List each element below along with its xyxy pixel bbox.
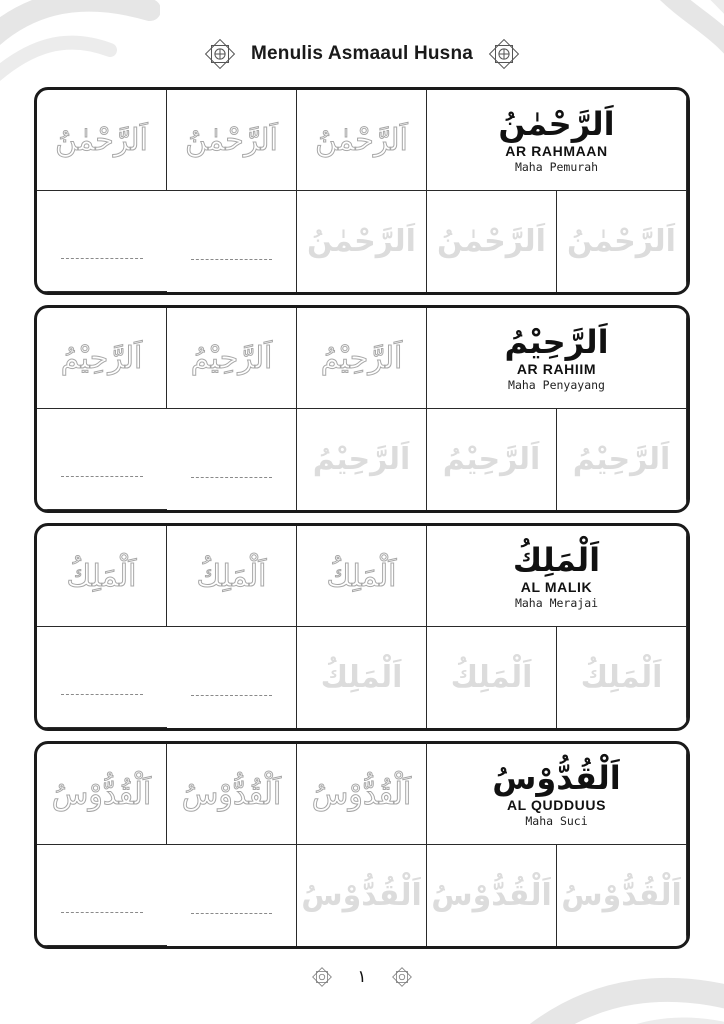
trace-text: اَلرَّحِيْمُ (320, 340, 403, 376)
flower-ornament-icon (203, 37, 237, 71)
faded-name-cell[interactable] (427, 409, 557, 510)
faded-text: اَلْقُدُّوْسُ (301, 878, 422, 913)
name-display-cell (427, 526, 687, 627)
faded-text: اَلْمَلِكُ (320, 660, 403, 695)
faded-text: اَلرَّحِيْمُ (572, 442, 671, 477)
faded-text: اَلرَّحِيْمُ (312, 442, 411, 477)
blank-writing-cell[interactable] (167, 409, 297, 510)
page-title: Menulis Asmaaul Husna (250, 43, 474, 64)
trace-text: اَلْقُدُّوْسُ (311, 776, 412, 812)
latin-name: AL MALIK (520, 579, 593, 596)
faded-name-cell[interactable] (427, 845, 557, 946)
trace-cell[interactable] (297, 526, 427, 627)
faded-text: اَلْقُدُّوْسُ (561, 878, 682, 913)
trace-text: اَلرَّحِيْمُ (190, 340, 273, 376)
flower-ornament-icon (311, 966, 333, 988)
trace-cell[interactable] (37, 526, 167, 627)
writing-line (191, 259, 272, 260)
flower-ornament-icon (487, 37, 521, 71)
trace-cell[interactable] (167, 744, 297, 845)
trace-cell[interactable] (37, 308, 167, 409)
faded-name-cell[interactable] (427, 627, 557, 728)
arabic-name: اَلْقُدُّوْسُ (492, 758, 621, 797)
page-header (0, 34, 724, 74)
trace-text: اَلْمَلِكُ (326, 558, 397, 594)
blank-writing-cell[interactable] (37, 191, 167, 292)
trace-text: اَلرَّحْمٰنُ (55, 122, 148, 158)
writing-line (61, 912, 143, 913)
faded-name-cell[interactable] (427, 191, 557, 292)
faded-text: اَلرَّحْمٰنُ (437, 224, 546, 259)
name-meaning: Maha Suci (525, 814, 588, 829)
arabic-name: اَلرَّحْمٰنُ (498, 104, 615, 143)
faded-text: اَلرَّحِيْمُ (442, 442, 541, 477)
name-card-al-quddus (34, 741, 690, 949)
trace-cell[interactable] (297, 744, 427, 845)
trace-cell[interactable] (167, 526, 297, 627)
faded-text: اَلْمَلِكُ (450, 660, 533, 695)
blank-writing-cell[interactable] (167, 845, 297, 946)
latin-name: AL QUDDUUS (506, 797, 607, 814)
trace-text: اَلرَّحْمٰنُ (315, 122, 408, 158)
latin-name: AR RAHIIM (516, 361, 597, 378)
faded-text: اَلرَّحْمٰنُ (567, 224, 676, 259)
writing-line (61, 258, 143, 259)
arabic-name: اَلْمَلِكُ (512, 540, 601, 579)
name-meaning: Maha Merajai (514, 596, 599, 611)
page-number: ١ (357, 967, 367, 987)
latin-name: AR RAHMAAN (505, 143, 608, 160)
page-footer (0, 962, 724, 992)
faded-name-cell[interactable] (557, 191, 687, 292)
trace-cell[interactable] (167, 90, 297, 191)
writing-line (61, 694, 143, 695)
trace-text: اَلرَّحِيْمُ (60, 340, 143, 376)
name-display-cell (427, 308, 687, 409)
trace-text: اَلْقُدُّوْسُ (51, 776, 152, 812)
faded-name-cell[interactable] (297, 627, 427, 728)
name-display-cell (427, 744, 687, 845)
faded-name-cell[interactable] (557, 845, 687, 946)
trace-cell[interactable] (297, 308, 427, 409)
faded-name-cell[interactable] (297, 409, 427, 510)
faded-name-cell[interactable] (297, 845, 427, 946)
writing-line (191, 477, 272, 478)
blank-writing-cell[interactable] (37, 627, 167, 728)
name-meaning: Maha Penyayang (508, 378, 605, 393)
faded-name-cell[interactable] (297, 191, 427, 292)
name-card-al-malik (34, 523, 690, 731)
trace-cell[interactable] (37, 90, 167, 191)
blank-writing-cell[interactable] (167, 627, 297, 728)
trace-cell[interactable] (37, 744, 167, 845)
name-card-ar-rahmaan (34, 87, 690, 295)
arabic-name: اَلرَّحِيْمُ (504, 322, 609, 361)
writing-line (191, 695, 272, 696)
trace-text: اَلْمَلِكُ (196, 558, 267, 594)
trace-text: اَلْمَلِكُ (66, 558, 137, 594)
trace-cell[interactable] (297, 90, 427, 191)
blank-writing-cell[interactable] (167, 191, 297, 292)
faded-name-cell[interactable] (557, 409, 687, 510)
trace-text: اَلرَّحْمٰنُ (185, 122, 278, 158)
faded-name-cell[interactable] (557, 627, 687, 728)
trace-text: اَلْقُدُّوْسُ (181, 776, 282, 812)
name-meaning: Maha Pemurah (514, 160, 599, 175)
faded-text: اَلرَّحْمٰنُ (307, 224, 416, 259)
blank-writing-cell[interactable] (37, 845, 167, 946)
flower-ornament-icon (391, 966, 413, 988)
faded-text: اَلْقُدُّوْسُ (431, 878, 552, 913)
trace-cell[interactable] (167, 308, 297, 409)
writing-line (61, 476, 143, 477)
name-display-cell (427, 90, 687, 191)
writing-line (191, 913, 272, 914)
name-card-ar-rahiim (34, 305, 690, 513)
blank-writing-cell[interactable] (37, 409, 167, 510)
faded-text: اَلْمَلِكُ (580, 660, 663, 695)
